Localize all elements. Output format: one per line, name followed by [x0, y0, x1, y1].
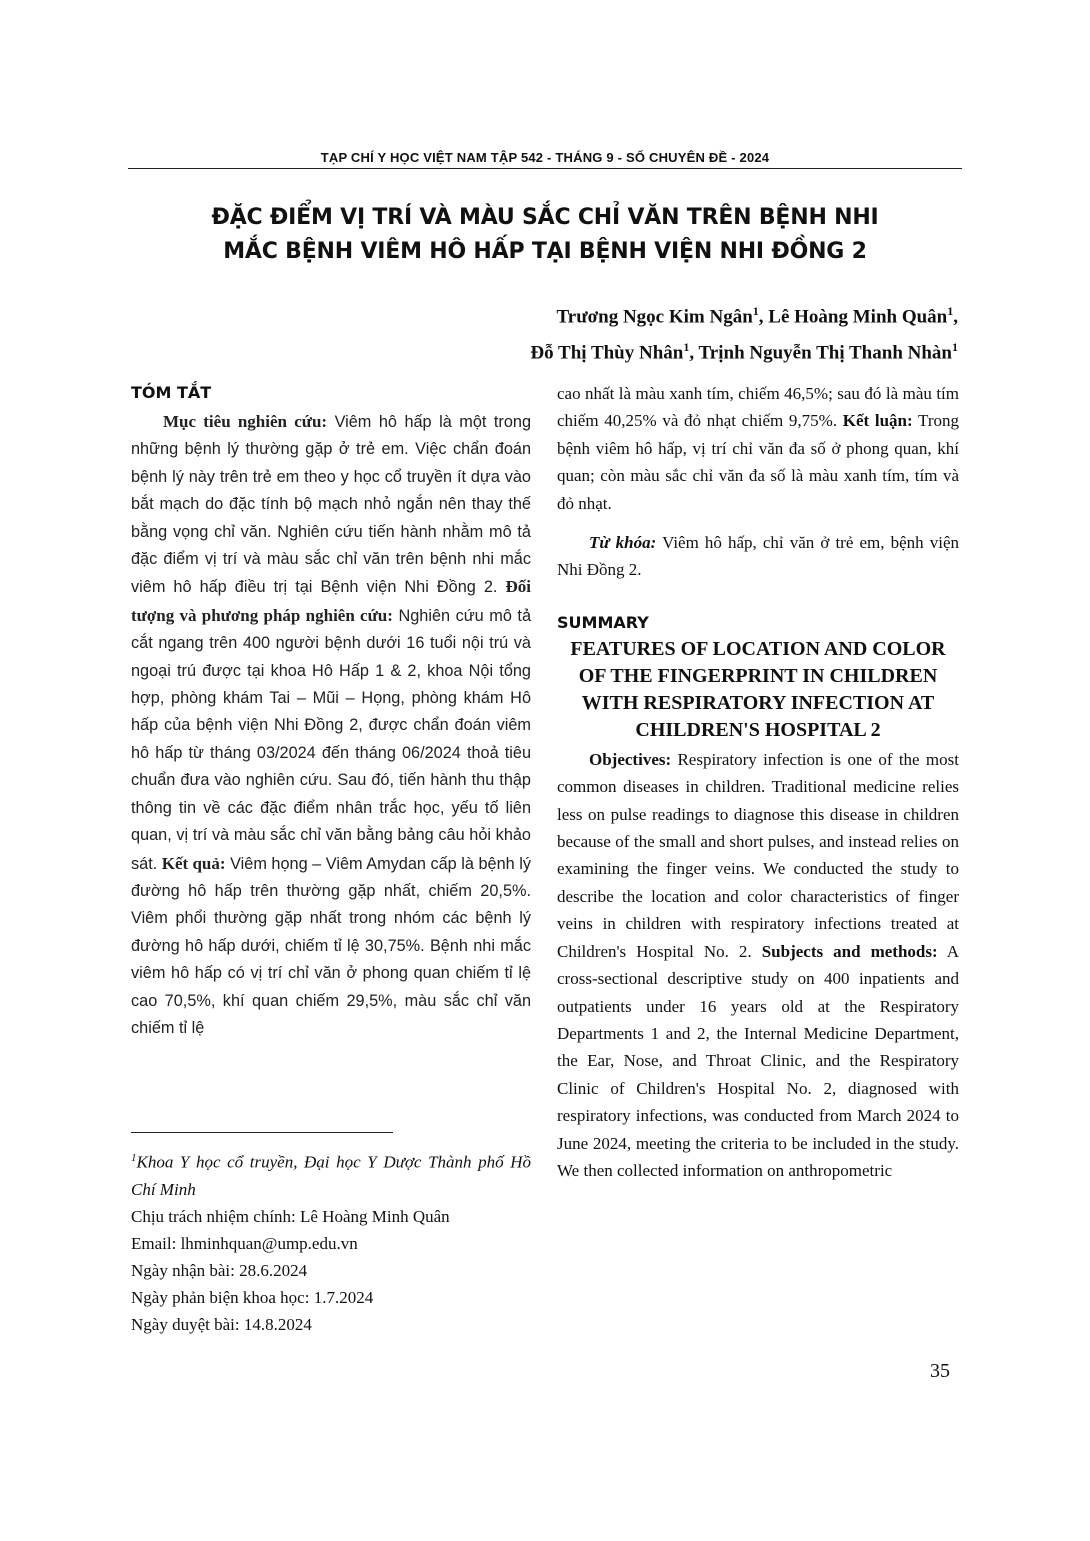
page-number: 35: [930, 1360, 950, 1382]
footnote-divider: [131, 1132, 393, 1133]
objectives-text: Respiratory infection is one of the most common diseases in children. Traditional medicine relies less on pulse readings to diagnose this disease in children because of the small and short pulses, and instead relies on examining the finger veins. We conducted the study to describe the location and color characteristics of finger veins in children with respiratory infections treated at Children's Hospital No. 2.: [557, 749, 959, 961]
corresponding-author: Chịu trách nhiệm chính: Lê Hoàng Minh Quân: [131, 1206, 450, 1226]
abstract-vi-continued: [557, 380, 959, 517]
right-column: [557, 380, 959, 1184]
author-list: [530, 296, 958, 369]
tom-tat-heading: TÓM TẮT: [131, 383, 212, 402]
summary-heading: SUMMARY: [557, 612, 649, 632]
title-line-1: ĐẶC ĐIỂM VỊ TRÍ VÀ MÀU SẮC CHỈ VĂN TRÊN BỆNH NHI: [211, 205, 879, 230]
keywords-text: Viêm hô hấp, chỉ văn ở trẻ em, bệnh viện Nhi Đồng 2.: [557, 533, 959, 580]
affiliation-text: Khoa Y học cổ truyền, Đại học Y Dược Thành phố Hồ Chí Minh: [131, 1152, 531, 1199]
author-line-2: Đỗ Thị Thùy Nhân$^1$, Trịnh Nguyễn Thị Thanh Nhàn$^1$: [530, 340, 958, 364]
conclusion-label: Kết luận:: [842, 411, 913, 431]
author-2-affiliation: 1: [947, 304, 954, 318]
subjects-methods-text: A cross-sectional descriptive study on 400 inpatients and outpatients under 16 years old at the Respiratory Departments 1 and 2, the Internal Medicine Department, the Ear, Nose, and Throat Clinic, and the Respiratory Clinic of Children's Hospital No. 2, diagnosed with respiratory infections, was conducted from March 2024 to June 2024, meeting the criteria to be included in the study. We then collected information on anthropometric: [557, 941, 960, 1180]
review-date: Ngày phản biện khoa học: 1.7.2024: [131, 1287, 374, 1307]
affiliation-mark: 1: [131, 1152, 137, 1164]
conclusion-text: Trong bệnh viêm hô hấp, vị trí chỉ văn đa số ở phong quan, khí quan; còn màu sắc chỉ văn đa số là màu xanh tím, tím và đỏ nhạt.: [557, 411, 959, 513]
abstract-vi-paragraph: [131, 408, 531, 1042]
footnote-block: [131, 1145, 531, 1338]
received-date: Ngày nhận bài: 28.6.2024: [131, 1260, 308, 1280]
author-line-1: Trương Ngọc Kim Ngân$^1$, Lê Hoàng Minh Quân$^1$,: [556, 304, 958, 328]
objectives-label: Objectives:: [589, 749, 672, 769]
abstract-en-paragraph: [557, 746, 959, 1185]
left-column: [131, 380, 531, 1042]
objective-text: Viêm hô hấp là một trong những bệnh lý thường gặp ở trẻ em. Việc chẩn đoán bệnh lý này trên trẻ em theo y học cổ truyền ít dựa vào bắt mạch do đặc tính bộ mạch nhỏ ngắn nên thay thế bằng vọng chỉ văn. Nghiên cứu tiến hành nhằm mô tả đặc điểm vị trí và màu sắc chỉ văn trên bệnh nhi mắc viêm hô hấp điều trị tại Bệnh viện Nhi Đồng 2.: [131, 413, 531, 597]
title-line-2: MẮC BỆNH VIÊM HÔ HẤP TẠI BỆNH VIỆN NHI ĐỒNG 2: [223, 239, 867, 264]
running-header: TẠP CHÍ Y HỌC VIỆT NAM TẬP 542 - THÁNG 9 - SỐ CHUYÊN ĐỀ - 2024: [320, 150, 770, 165]
author-1-affiliation: 1: [752, 304, 759, 318]
results-text-left: Viêm họng – Viêm Amydan cấp là bệnh lý đường hô hấp trên thường gặp nhất, chiếm 20,5%. Viêm phổi thường gặp nhất trong nhóm các bệnh lý đường hô hấp dưới, chiếm tỉ lệ 30,75%. Bệnh nhi mắc viêm hô hấp có vị trí chỉ văn ở phong quan chiếm tỉ lệ cao 70,5%, khí quan chiếm 29,5%, màu sắc chỉ văn chiếm tỉ lệ: [131, 854, 531, 1037]
accepted-date: Ngày duyệt bài: 14.8.2024: [131, 1314, 312, 1334]
article-title: [128, 201, 962, 269]
author-4: Trịnh Nguyễn Thị Thanh Nhàn: [698, 342, 952, 364]
affiliation-note: [131, 1145, 531, 1203]
results-text-right: cao nhất là màu xanh tím, chiếm 46,5%; sau đó là màu tím chiếm 40,25% và đỏ nhạt chiếm 9,75%.: [557, 384, 959, 431]
english-title: FEATURES OF LOCATION AND COLOR OF THE FINGERPRINT IN CHILDREN WITH RESPIRATORY INFECTION AT CHILDREN'S HOSPITAL 2: [570, 637, 946, 741]
subjects-methods-label: Subjects and methods:: [761, 941, 938, 961]
keywords-label: Từ khóa:: [589, 533, 657, 553]
methods-text: Nghiên cứu mô tả cắt ngang trên 400 người bệnh dưới 16 tuổi nội trú và ngoại trú được tại khoa Hô Hấp 1 & 2, khoa Nội tổng hợp, phòng khám Tai – Mũi – Họng, phòng khám Hô hấp của bệnh viện Nhi Đồng 2, được chẩn đoán viêm hô hấp từ tháng 03/2024 đến tháng 06/2024 thoả tiêu chuẩn đưa vào nghiên cứu. Sau đó, tiến hành thu thập thông tin về các đặc điểm nhân trắc học, yếu tố liên quan, vị trí và màu sắc chỉ văn bằng bảng câu hỏi khảo sát.: [131, 606, 531, 873]
author-2: Lê Hoàng Minh Quân: [768, 306, 948, 328]
methods-label: Đối tượng và phương pháp nghiên cứu:: [131, 577, 531, 625]
email-line: Email: lhminhquan@ump.edu.vn: [131, 1233, 358, 1253]
results-label: Kết quả:: [161, 853, 226, 873]
objective-label: Mục tiêu nghiên cứu:: [163, 412, 328, 431]
author-3-affiliation: 1: [683, 340, 690, 355]
author-1: Trương Ngọc Kim Ngân: [556, 306, 753, 328]
author-4-affiliation: 1: [952, 340, 958, 355]
author-3: Đỗ Thị Thùy Nhân: [530, 342, 684, 364]
keywords-paragraph: [557, 529, 959, 584]
header-divider: [128, 168, 962, 169]
